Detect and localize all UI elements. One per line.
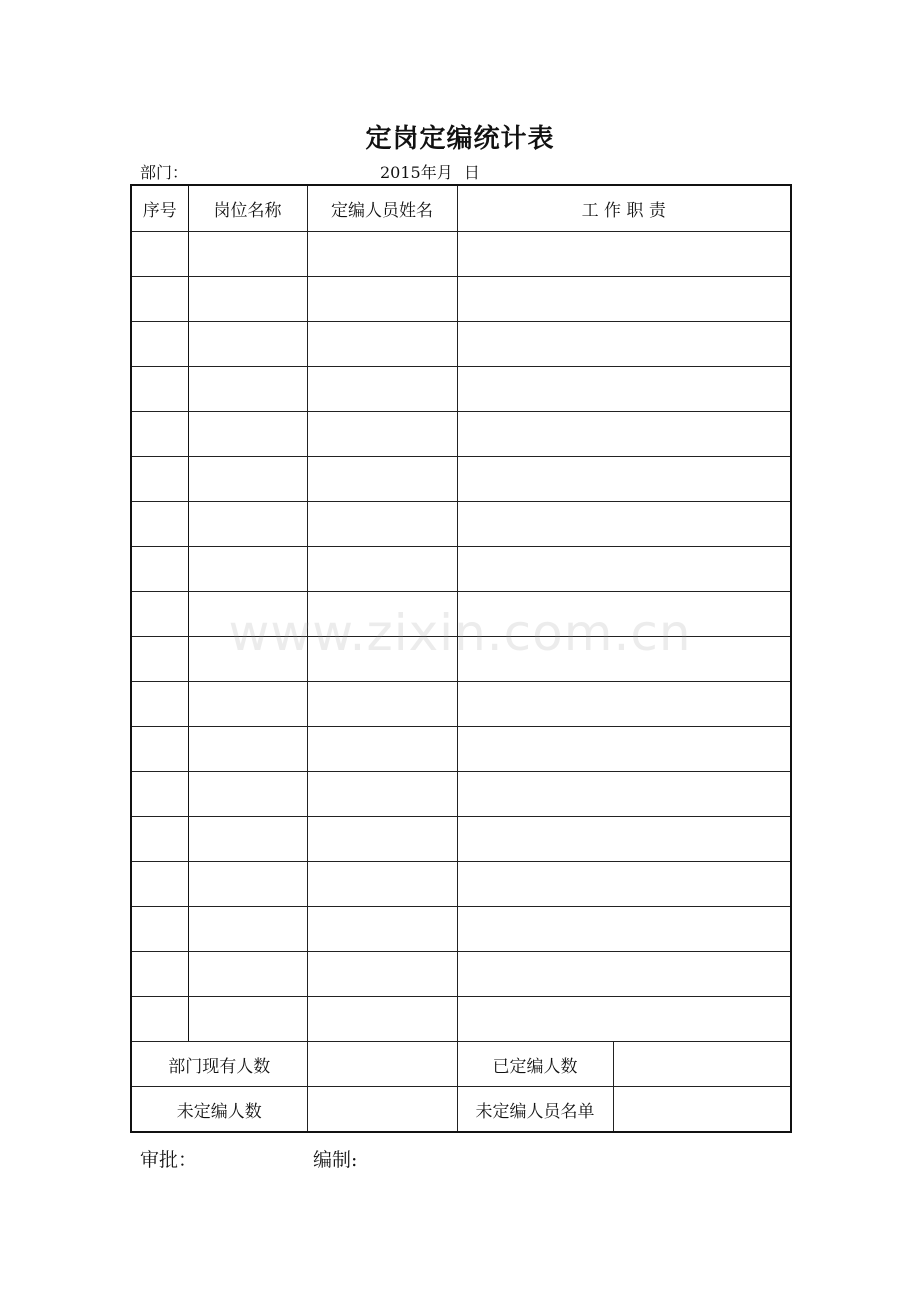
staff-name-cell[interactable] [307, 457, 457, 502]
unassigned-staff-value-cell[interactable] [307, 1087, 457, 1133]
seq-cell[interactable] [131, 682, 188, 727]
header-row [131, 185, 791, 232]
table-row [131, 232, 791, 277]
position-cell[interactable] [188, 277, 307, 322]
table-row [131, 952, 791, 997]
seq-cell[interactable] [131, 592, 188, 637]
duties-cell[interactable] [457, 277, 791, 322]
seq-cell[interactable] [131, 547, 188, 592]
table-row [131, 817, 791, 862]
staff-name-cell[interactable] [307, 502, 457, 547]
staff-name-cell[interactable] [307, 682, 457, 727]
position-cell[interactable] [188, 862, 307, 907]
seq-cell[interactable] [131, 277, 188, 322]
table-row [131, 772, 791, 817]
position-cell[interactable] [188, 457, 307, 502]
duties-cell[interactable] [457, 232, 791, 277]
staff-name-cell[interactable] [307, 817, 457, 862]
table-row [131, 502, 791, 547]
position-cell[interactable] [188, 772, 307, 817]
staff-name-cell[interactable] [307, 547, 457, 592]
table-row [131, 862, 791, 907]
header-staff-name: 定编人员姓名 [307, 185, 457, 232]
seq-cell[interactable] [131, 232, 188, 277]
seq-cell[interactable] [131, 727, 188, 772]
duties-cell[interactable] [457, 862, 791, 907]
staff-name-cell[interactable] [307, 592, 457, 637]
position-cell[interactable] [188, 232, 307, 277]
staff-name-cell[interactable] [307, 997, 457, 1042]
staff-name-cell[interactable] [307, 232, 457, 277]
summary-row [131, 1087, 791, 1133]
table-row [131, 547, 791, 592]
table-row [131, 412, 791, 457]
table-row [131, 727, 791, 772]
duties-cell[interactable] [457, 457, 791, 502]
staff-name-cell[interactable] [307, 367, 457, 412]
staff-name-cell[interactable] [307, 322, 457, 367]
seq-cell[interactable] [131, 322, 188, 367]
date-year-month: 2015年月 [380, 163, 453, 182]
approve-label: 审批： [140, 1149, 198, 1171]
position-cell[interactable] [188, 322, 307, 367]
position-cell[interactable] [188, 367, 307, 412]
table-row [131, 367, 791, 412]
staff-name-cell[interactable] [307, 727, 457, 772]
position-cell[interactable] [188, 547, 307, 592]
position-cell[interactable] [188, 592, 307, 637]
position-cell[interactable] [188, 682, 307, 727]
seq-cell[interactable] [131, 637, 188, 682]
position-cell[interactable] [188, 817, 307, 862]
position-cell[interactable] [188, 907, 307, 952]
table-row [131, 997, 791, 1042]
duties-cell[interactable] [457, 997, 791, 1042]
staffing-table [130, 184, 792, 1133]
table-row [131, 457, 791, 502]
position-cell[interactable] [188, 412, 307, 457]
staff-name-cell[interactable] [307, 637, 457, 682]
duties-cell[interactable] [457, 907, 791, 952]
duties-cell[interactable] [457, 547, 791, 592]
staff-name-cell[interactable] [307, 277, 457, 322]
staff-name-cell[interactable] [307, 952, 457, 997]
assigned-staff-value-cell[interactable] [613, 1042, 791, 1087]
seq-cell[interactable] [131, 817, 188, 862]
position-cell[interactable] [188, 502, 307, 547]
assigned-staff-label: 已定编人数 [457, 1042, 613, 1087]
duties-cell[interactable] [457, 502, 791, 547]
seq-cell[interactable] [131, 457, 188, 502]
department-label: 部门： [140, 163, 189, 182]
summary-row [131, 1042, 791, 1087]
position-cell[interactable] [188, 637, 307, 682]
duties-cell[interactable] [457, 952, 791, 997]
staff-name-cell[interactable] [307, 412, 457, 457]
staff-name-cell[interactable] [307, 772, 457, 817]
table-row [131, 682, 791, 727]
position-cell[interactable] [188, 997, 307, 1042]
table-row [131, 907, 791, 952]
table-row [131, 592, 791, 637]
duties-cell[interactable] [457, 367, 791, 412]
duties-cell[interactable] [457, 637, 791, 682]
current-staff-label: 部门现有人数 [131, 1042, 307, 1087]
date-line [380, 160, 486, 183]
seq-cell[interactable] [131, 367, 188, 412]
header-position: 岗位名称 [188, 185, 307, 232]
seq-cell[interactable] [131, 772, 188, 817]
seq-cell[interactable] [131, 412, 188, 457]
table-row [131, 637, 791, 682]
position-cell[interactable] [188, 727, 307, 772]
header-seq: 序号 [131, 185, 188, 232]
page-title: 定岗定编统计表 [365, 124, 555, 154]
watermark: www.zixin.com.cn [228, 604, 692, 662]
seq-cell[interactable] [131, 997, 188, 1042]
date-day: 日 [463, 163, 480, 182]
header-duties: 工 作 职 责 [457, 185, 791, 232]
staff-name-cell[interactable] [307, 862, 457, 907]
unassigned-list-value-cell[interactable] [613, 1087, 791, 1133]
seq-cell[interactable] [131, 502, 188, 547]
duties-cell[interactable] [457, 727, 791, 772]
position-cell[interactable] [188, 952, 307, 997]
seq-cell[interactable] [131, 862, 188, 907]
duties-cell[interactable] [457, 592, 791, 637]
table-row [131, 277, 791, 322]
current-staff-value-cell[interactable] [307, 1042, 457, 1087]
duties-cell[interactable] [457, 412, 791, 457]
staff-name-cell[interactable] [307, 907, 457, 952]
table-row [131, 322, 791, 367]
unassigned-list-label: 未定编人员名单 [457, 1087, 613, 1133]
compile-label: 编制: [313, 1149, 358, 1171]
duties-cell[interactable] [457, 682, 791, 727]
unassigned-staff-label: 未定编人数 [131, 1087, 307, 1133]
duties-cell[interactable] [457, 322, 791, 367]
duties-cell[interactable] [457, 772, 791, 817]
seq-cell[interactable] [131, 952, 188, 997]
duties-cell[interactable] [457, 817, 791, 862]
seq-cell[interactable] [131, 907, 188, 952]
